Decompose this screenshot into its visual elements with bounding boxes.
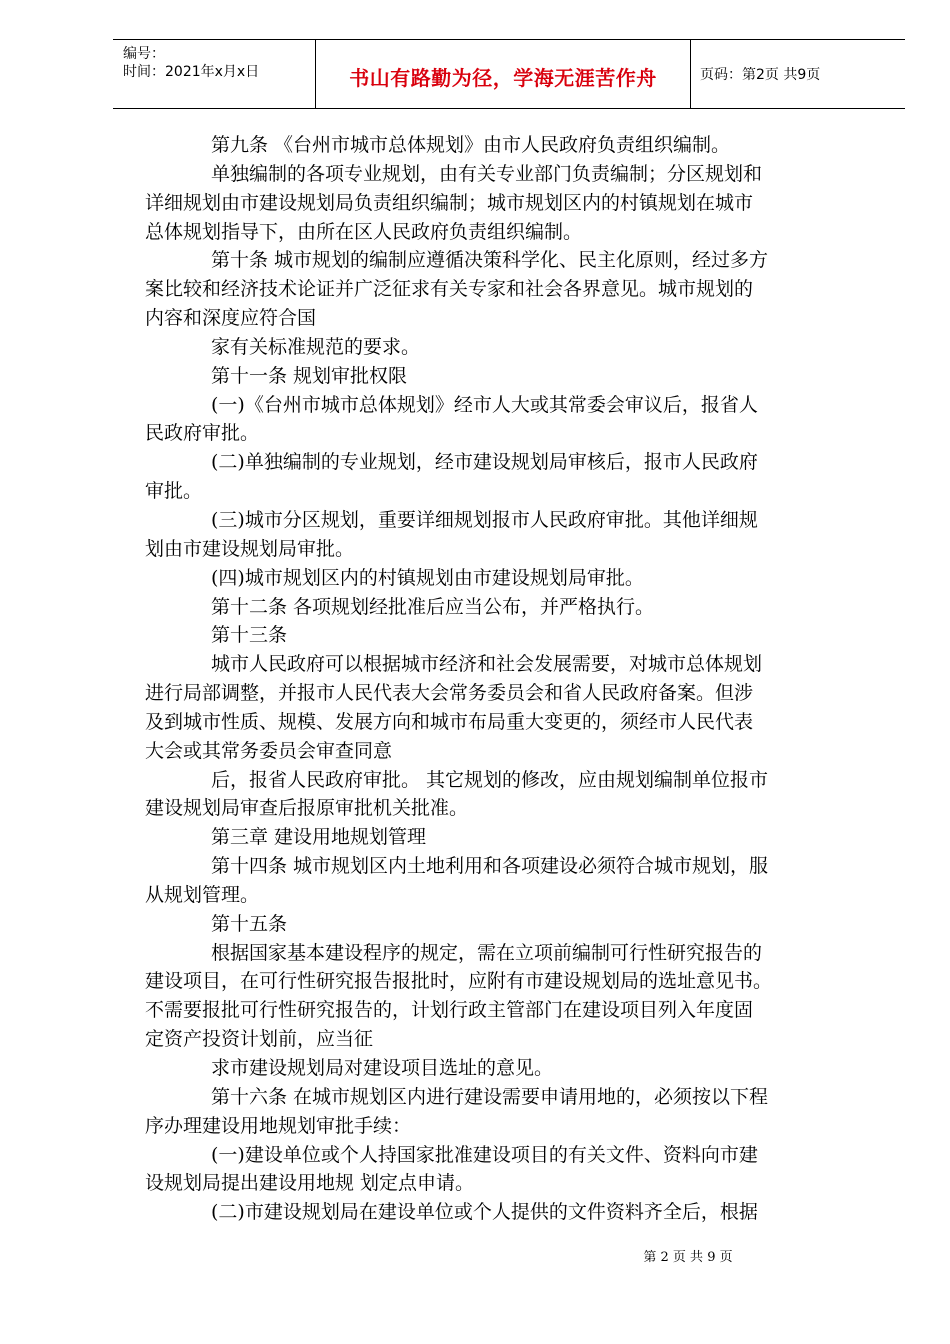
text-line: 进行局部调整，并报市人民代表大会常务委员会和省人民政府备案。但涉: [145, 682, 754, 705]
document-header: [113, 39, 905, 109]
text-line: 后，报省人民政府审批。 其它规划的修改，应由规划编制单位报市: [211, 768, 769, 791]
text-line: 及到城市性质、规模、发展方向和城市布局重大变更的，须经市人民代表: [145, 710, 754, 733]
text-line: 设规划局提出建设用地规 划定点申请。: [145, 1172, 475, 1195]
text-line: 家有关标准规范的要求。: [211, 335, 421, 358]
text-line: 第十六条 在城市规划区内进行建设需要申请用地的，必须按以下程: [211, 1085, 769, 1108]
text-line: 第九条 《台州市城市总体规划》由市人民政府负责组织编制。: [211, 134, 731, 156]
document-body: [145, 131, 875, 1227]
text-line: 第十五条: [211, 912, 288, 935]
text-line: 建设规划局审查后报原审批机关批准。: [145, 797, 469, 820]
text-line: (二)单独编制的专业规划，经市建设规划局审核后，报市人民政府: [211, 451, 758, 474]
text-line: 求市建设规划局对建设项目选址的意见。: [211, 1057, 554, 1079]
text-line: 审批。: [145, 480, 203, 503]
text-line: 划由市建设规划局审批。: [145, 537, 355, 560]
header-page-cell: [690, 40, 905, 108]
footer-page-number: 第 2 页 共 9 页: [643, 1250, 733, 1265]
header-motto-cell: [315, 40, 691, 108]
header-page-info: 页码：第2页 共9页: [700, 67, 821, 83]
text-line: 第十四条 城市规划区内土地利用和各项建设必须符合城市规划，服: [211, 855, 769, 878]
text-line: (三)城市分区规划，重要详细规划报市人民政府审批。其他详细规: [211, 508, 758, 531]
text-line: 第三章 建设用地规划管理: [211, 826, 427, 849]
text-line: 第十条 城市规划的编制应遵循决策科学化、民主化原则，经过多方: [211, 249, 769, 272]
text-line: 根据国家基本建设程序的规定，需在立项前编制可行性研究报告的: [211, 941, 763, 964]
text-line: 大会或其常务委员会审查同意: [145, 739, 393, 762]
header-meta-cell: [113, 40, 315, 108]
text-line: 案比较和经济技术论证并广泛征求有关专家和社会各界意见。城市规划的: [145, 278, 754, 301]
text-line: 总体规划指导下，由所在区人民政府负责组织编制。: [145, 220, 583, 243]
text-line: 第十二条 各项规划经批准后应当公布，并严格执行。: [211, 595, 655, 618]
text-line: 内容和深度应符合国: [145, 307, 317, 330]
text-line: 第十一条 规划审批权限: [211, 364, 408, 387]
text-line: 定资产投资计划前，应当征: [145, 1028, 374, 1051]
text-line: 详细规划由市建设规划局负责组织编制；城市规划区内的村镇规划在城市: [145, 191, 754, 214]
time-label: 时间：2021年x月x日: [123, 64, 260, 80]
text-line: 城市人民政府可以根据城市经济和社会发展需要，对城市总体规划: [211, 653, 763, 676]
text-line: 从规划管理。: [145, 883, 260, 906]
text-line: (一)建设单位或个人持国家批准建设项目的有关文件、资料向市建: [211, 1143, 758, 1166]
text-line: (二)市建设规划局在建设单位或个人提供的文件资料齐全后，根据: [211, 1201, 758, 1224]
text-line: 建设项目，在可行性研究报告报批时，应附有市建设规划局的选址意见书。: [145, 970, 773, 993]
header-motto: 书山有路勤为径，学海无涯苦作舟: [349, 66, 657, 90]
text-line: 民政府审批。: [145, 422, 260, 445]
page-footer: [0, 1246, 950, 1265]
text-line: 第十三条: [211, 624, 288, 647]
text-line: (四)城市规划区内的村镇规划由市建设规划局审批。: [211, 566, 644, 589]
text-line: 单独编制的各项专业规划，由有关专业部门负责编制；分区规划和: [211, 162, 763, 185]
text-line: (一)《台州市城市总体规划》经市人大或其常委会审议后，报省人: [211, 393, 758, 416]
text-line: 不需要报批可行性研究报告的，计划行政主管部门在建设项目列入年度固: [145, 999, 754, 1022]
serial-number-label: 编号：: [123, 46, 165, 62]
text-line: 序办理建设用地规划审批手续：: [145, 1114, 412, 1137]
